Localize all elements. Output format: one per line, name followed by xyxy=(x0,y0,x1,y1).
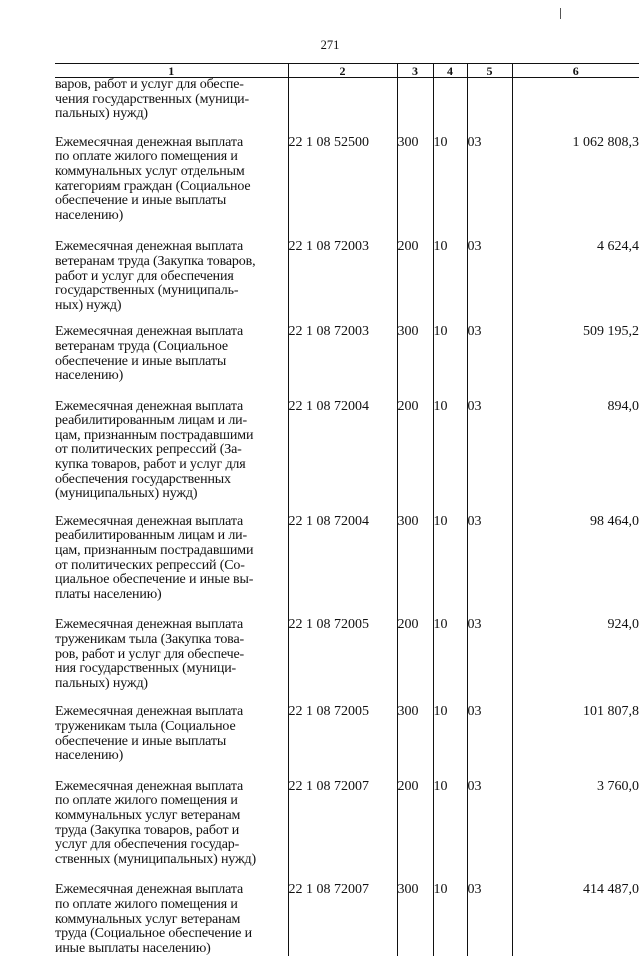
table-row xyxy=(55,78,639,136)
table-body xyxy=(55,78,639,956)
row-name-line: Ежемесячная денежная выплата xyxy=(55,325,288,340)
row-target-code: 22 1 08 72005 xyxy=(288,618,397,705)
row-section: 10 xyxy=(433,780,467,884)
row-name-line: коммунальных услуг отдельным xyxy=(55,165,288,180)
row-name-line: пальных) нужд) xyxy=(55,677,288,692)
table-row xyxy=(55,240,639,325)
row-name-line: населению) xyxy=(55,369,288,384)
row-name-line: населению) xyxy=(55,209,288,224)
row-name-line: обеспечения государственных xyxy=(55,473,288,488)
row-name-line: работ и услуг для обеспечения xyxy=(55,270,288,285)
row-subsection: 03 xyxy=(467,618,512,705)
row-target-code: 22 1 08 72007 xyxy=(288,883,397,956)
row-target-code: 22 1 08 72004 xyxy=(288,400,397,515)
table-row xyxy=(55,780,639,884)
row-expense-type: 300 xyxy=(397,705,433,779)
row-subsection: 03 xyxy=(467,240,512,325)
row-expense-type: 300 xyxy=(397,136,433,241)
table-row xyxy=(55,705,639,779)
row-name-line: (муниципальных) нужд) xyxy=(55,487,288,502)
row-subsection: 03 xyxy=(467,780,512,884)
row-subsection: 03 xyxy=(467,515,512,619)
row-amount: 4 624,4 xyxy=(512,240,639,325)
row-target-code: 22 1 08 72005 xyxy=(288,705,397,779)
table-row xyxy=(55,325,639,399)
row-subsection xyxy=(467,78,512,136)
row-name-cell xyxy=(55,240,288,325)
row-name-line: чения государственных (муници- xyxy=(55,93,288,108)
row-subsection: 03 xyxy=(467,325,512,399)
row-name-line: циальное обеспечение и иные вы- xyxy=(55,573,288,588)
page-number: 271 xyxy=(0,38,640,53)
row-amount: 98 464,0 xyxy=(512,515,639,619)
row-target-code: 22 1 08 72007 xyxy=(288,780,397,884)
row-expense-type: 300 xyxy=(397,325,433,399)
row-name-line: от политических репрессий (Со- xyxy=(55,559,288,574)
row-name-line: коммунальных услуг ветеранам xyxy=(55,809,288,824)
header-col-3: 3 xyxy=(397,64,433,78)
row-name-line: от политических репрессий (За- xyxy=(55,443,288,458)
row-name-line: труда (Социальное обеспечение и xyxy=(55,927,288,942)
row-expense-type: 200 xyxy=(397,240,433,325)
row-name-line: ров, работ и услуг для обеспече- xyxy=(55,648,288,663)
header-col-2: 2 xyxy=(288,64,397,78)
row-name-line: труженикам тыла (Социальное xyxy=(55,720,288,735)
row-section: 10 xyxy=(433,325,467,399)
row-target-code: 22 1 08 52500 xyxy=(288,136,397,241)
row-name-line: варов, работ и услуг для обеспе- xyxy=(55,78,288,93)
row-name-line: Ежемесячная денежная выплата xyxy=(55,618,288,633)
row-name-line: категориям граждан (Социальное xyxy=(55,180,288,195)
row-amount: 924,0 xyxy=(512,618,639,705)
row-name-cell xyxy=(55,136,288,241)
row-name-line: труда (Закупка товаров, работ и xyxy=(55,824,288,839)
table-header xyxy=(55,64,639,78)
row-section: 10 xyxy=(433,618,467,705)
row-name-cell xyxy=(55,400,288,515)
row-name-line: Ежемесячная денежная выплата xyxy=(55,780,288,795)
header-col-4: 4 xyxy=(433,64,467,78)
row-expense-type: 200 xyxy=(397,400,433,515)
header-col-6: 6 xyxy=(512,64,639,78)
row-name-cell xyxy=(55,705,288,779)
row-subsection: 03 xyxy=(467,136,512,241)
row-target-code: 22 1 08 72003 xyxy=(288,240,397,325)
row-name-line: по оплате жилого помещения и xyxy=(55,898,288,913)
row-name-line: коммунальных услуг ветеранам xyxy=(55,913,288,928)
header-col-5: 5 xyxy=(467,64,512,78)
row-target-code: 22 1 08 72003 xyxy=(288,325,397,399)
row-name-line: ветеранам труда (Закупка товаров, xyxy=(55,255,288,270)
row-name-line: Ежемесячная денежная выплата xyxy=(55,515,288,530)
table-row xyxy=(55,883,639,956)
row-name-line: ветеранам труда (Социальное xyxy=(55,340,288,355)
row-name-line: иные выплаты населению) xyxy=(55,942,288,956)
row-name-line: пальных) нужд) xyxy=(55,107,288,122)
row-name-line: купка товаров, работ и услуг для xyxy=(55,458,288,473)
row-subsection: 03 xyxy=(467,883,512,956)
row-amount: 3 760,0 xyxy=(512,780,639,884)
row-expense-type: 300 xyxy=(397,515,433,619)
row-name-line: ных) нужд) xyxy=(55,299,288,314)
row-name-cell xyxy=(55,780,288,884)
row-subsection: 03 xyxy=(467,400,512,515)
row-name-line: ния государственных (муници- xyxy=(55,662,288,677)
row-name-line: обеспечение и иные выплаты xyxy=(55,355,288,370)
table-row xyxy=(55,136,639,241)
row-name-line: труженикам тыла (Закупка това- xyxy=(55,633,288,648)
row-name-cell xyxy=(55,618,288,705)
row-name-cell xyxy=(55,78,288,136)
row-name-line: по оплате жилого помещения и xyxy=(55,794,288,809)
row-amount: 894,0 xyxy=(512,400,639,515)
row-name-line: реабилитированным лицам и ли- xyxy=(55,414,288,429)
row-section: 10 xyxy=(433,883,467,956)
header-row xyxy=(55,64,639,78)
header-col-1: 1 xyxy=(55,64,288,78)
row-name-line: ственных (муниципальных) нужд) xyxy=(55,853,288,868)
row-subsection: 03 xyxy=(467,705,512,779)
row-expense-type: 300 xyxy=(397,883,433,956)
row-name-line: Ежемесячная денежная выплата xyxy=(55,400,288,415)
row-name-line: по оплате жилого помещения и xyxy=(55,150,288,165)
row-section: 10 xyxy=(433,400,467,515)
row-name-line: обеспечение и иные выплаты xyxy=(55,735,288,750)
row-name-line: цам, признанным пострадавшими xyxy=(55,544,288,559)
table-row xyxy=(55,618,639,705)
row-amount xyxy=(512,78,639,136)
row-name-line: Ежемесячная денежная выплата xyxy=(55,136,288,151)
row-amount: 101 807,8 xyxy=(512,705,639,779)
row-expense-type: 200 xyxy=(397,618,433,705)
row-section: 10 xyxy=(433,515,467,619)
row-name-cell xyxy=(55,883,288,956)
row-name-line: платы населению) xyxy=(55,588,288,603)
row-amount: 1 062 808,3 xyxy=(512,136,639,241)
table-row xyxy=(55,400,639,515)
row-name-line: Ежемесячная денежная выплата xyxy=(55,705,288,720)
row-name-line: услуг для обеспечения государ- xyxy=(55,838,288,853)
row-name-line: Ежемесячная денежная выплата xyxy=(55,883,288,898)
row-name-line: населению) xyxy=(55,749,288,764)
budget-table xyxy=(55,63,639,956)
row-name-line: цам, признанным пострадавшими xyxy=(55,429,288,444)
row-name-line: обеспечение и иные выплаты xyxy=(55,194,288,209)
table-row xyxy=(55,515,639,619)
row-section: 10 xyxy=(433,240,467,325)
row-name-line: государственных (муниципаль- xyxy=(55,284,288,299)
row-amount: 414 487,0 xyxy=(512,883,639,956)
row-section xyxy=(433,78,467,136)
row-expense-type xyxy=(397,78,433,136)
row-expense-type: 200 xyxy=(397,780,433,884)
scan-artifact-mark xyxy=(560,8,561,19)
row-target-code: 22 1 08 72004 xyxy=(288,515,397,619)
row-section: 10 xyxy=(433,136,467,241)
row-name-line: Ежемесячная денежная выплата xyxy=(55,240,288,255)
row-section: 10 xyxy=(433,705,467,779)
row-target-code xyxy=(288,78,397,136)
row-name-line: реабилитированным лицам и ли- xyxy=(55,529,288,544)
row-amount: 509 195,2 xyxy=(512,325,639,399)
row-name-cell xyxy=(55,515,288,619)
row-name-cell xyxy=(55,325,288,399)
